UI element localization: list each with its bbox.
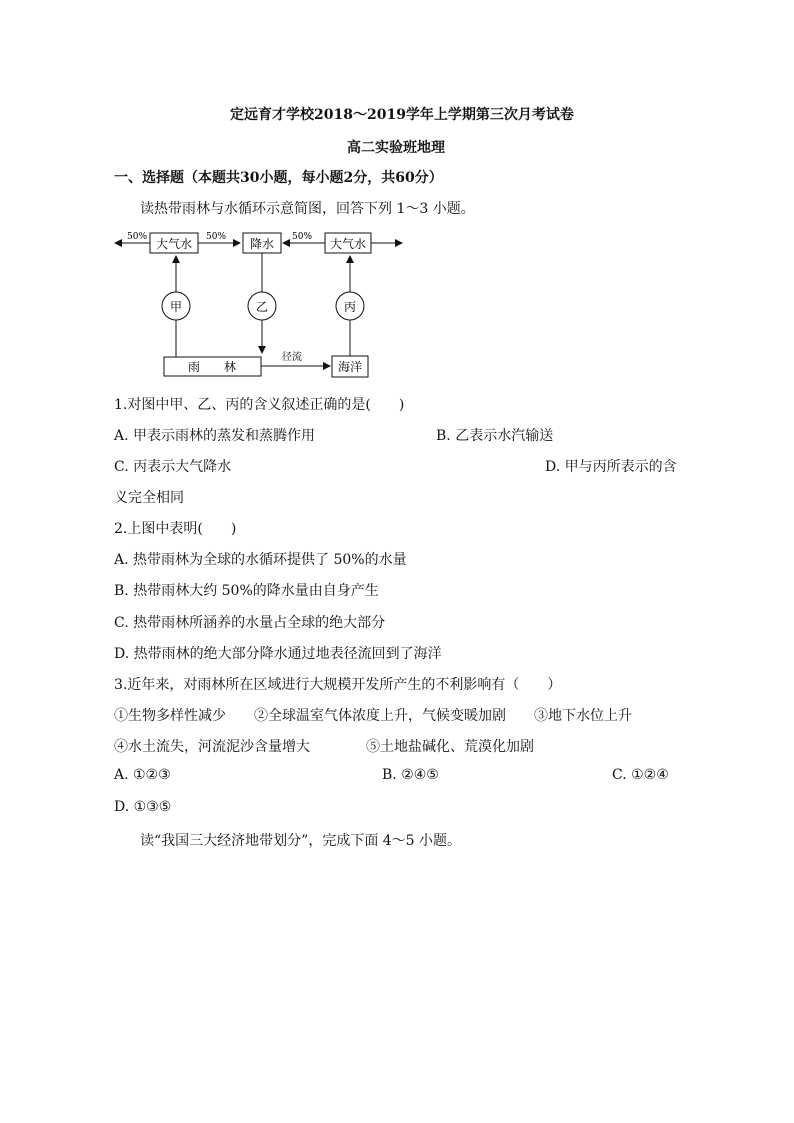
section-heading: 一、选择题（本题共30小题，每小题2分，共60分）	[114, 170, 443, 186]
q3-statements-line2: ④水土流失，河流泥沙含量增大 ⑤土地盐碱化、荒漠化加剧	[114, 739, 534, 755]
q3-option-c: C. ①②④	[612, 767, 669, 783]
box-precip-label: 降水	[249, 237, 275, 251]
section-intro: 读热带雨林与水循环示意简图，回答下列 1～3 小题。	[140, 201, 475, 217]
q1-option-d: D. 甲与丙所表示的含	[545, 459, 677, 475]
box-atmos-left-label: 大气水	[155, 237, 193, 251]
q1-option-d-cont: 义完全相同	[114, 490, 184, 506]
q3-statements-line1: ①生物多样性减少 ②全球温室气体浓度上升，气候变暖加剧 ③地下水位上升	[114, 708, 632, 724]
q1-option-b: B. 乙表示水汽输送	[436, 428, 554, 444]
pct-left-label: 50%	[127, 232, 148, 242]
q2-option-a: A. 热带雨林为全球的水循环提供了 50%的水量	[114, 552, 407, 568]
circle-yi-label: 乙	[255, 300, 269, 314]
next-section-intro: 读“我国三大经济地带划分”，完成下面 4～5 小题。	[140, 833, 462, 849]
q2-option-c: C. 热带雨林所涵养的水量占全球的绝大部分	[114, 615, 386, 631]
q1-stem: 1.对图中甲、乙、丙的含义叙述正确的是( )	[114, 397, 405, 413]
exam-subtitle: 高二实验班地理	[347, 140, 445, 156]
q3-option-a: A. ①②③	[114, 767, 171, 783]
water-cycle-diagram	[110, 222, 410, 382]
q3-option-d: D. ①③⑤	[114, 799, 172, 815]
exam-title: 定远育才学校2018～2019学年上学期第三次月考试卷	[230, 107, 574, 123]
q1-option-a: A. 甲表示雨林的蒸发和蒸腾作用	[114, 428, 316, 444]
pct-right-label: 50%	[292, 232, 313, 242]
circle-jia-label: 甲	[169, 300, 183, 314]
box-ocean-label: 海洋	[337, 360, 363, 374]
pct-mid-label: 50%	[206, 232, 227, 242]
q2-stem: 2.上图中表明( )	[114, 521, 237, 537]
q3-option-b: B. ②④⑤	[382, 767, 439, 783]
circle-bing-label: 丙	[343, 300, 357, 314]
q3-stem: 3.近年来，对雨林所在区域进行大规模开发所产生的不利影响有（ ）	[114, 677, 562, 693]
runoff-label: 径流	[282, 352, 302, 363]
q1-option-c: C. 丙表示大气降水	[114, 459, 232, 475]
q2-option-d: D. 热带雨林的绝大部分降水通过地表径流回到了海洋	[114, 646, 442, 662]
q2-option-b: B. 热带雨林大约 50%的降水量由自身产生	[114, 583, 379, 599]
box-rainforest-label: 雨 林	[187, 360, 237, 374]
box-atmos-right-label: 大气水	[329, 237, 367, 251]
